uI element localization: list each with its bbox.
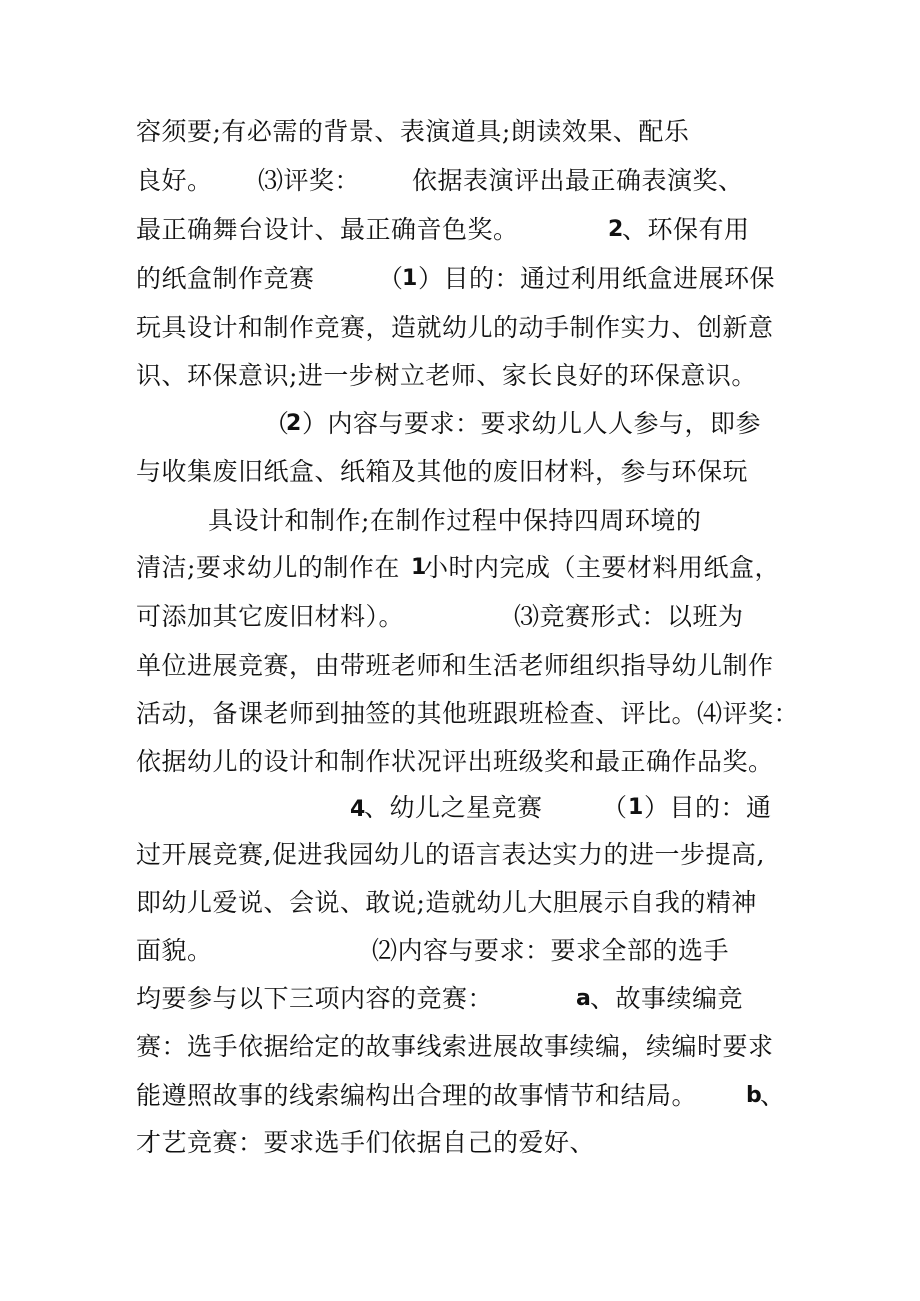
text-line <box>350 793 772 823</box>
text-run: 可添加其它废旧材料）。 <box>136 602 405 631</box>
text-run: 识、环保意识;进一步树立老师、家长良好的环保意识。 <box>136 361 757 390</box>
text-run: 的纸盒制作竞赛 <box>136 264 315 293</box>
text-line <box>136 361 757 391</box>
text-run: 具设计和制作;在制作过程中保持四周环境的 <box>208 506 702 535</box>
text-run: 赛：选手依据给定的故事线索进展故事续编，续编时要求 <box>136 1032 774 1061</box>
text-run: 活动，备课老师到抽签的其他班跟班检查、评比。⑷评奖： <box>136 699 800 728</box>
text-line <box>136 553 781 583</box>
text-line <box>136 747 774 777</box>
item-number: 1 <box>628 795 644 820</box>
text-run: 、环保有用 <box>622 215 750 244</box>
text-run: 良好。 <box>136 166 213 195</box>
item-number: 2 <box>286 411 302 436</box>
text-run: 能遵照故事的线索编构出合理的故事情节和结局。 <box>136 1081 698 1110</box>
text-line <box>136 457 748 487</box>
text-line <box>136 166 744 196</box>
text-run: 均要参与以下三项内容的竞赛： <box>136 984 494 1013</box>
text-run: 依据表演评出最正确表演奖、 <box>412 166 744 195</box>
text-line <box>136 313 774 343</box>
text-run: 小时内完成（主要材料用纸盒， <box>423 553 781 582</box>
text-run: ）目的：通过利用纸盒进展环保 <box>418 264 776 293</box>
text-run: （ <box>378 264 404 293</box>
text-run: 依据幼儿的设计和制作状况评出班级奖和最正确作品奖。 <box>136 747 774 776</box>
text-run: 、幼儿之星竞赛 <box>364 793 543 822</box>
text-run: 即幼儿爱说、会说、敢说;造就幼儿大胆展示自我的精神 <box>136 888 757 917</box>
text-line <box>136 1081 786 1111</box>
text-run: ）目的：通 <box>644 793 772 822</box>
section-number: 2 <box>608 217 624 242</box>
text-line <box>264 409 762 439</box>
section-number: 4 <box>350 797 366 822</box>
text-line <box>136 215 750 245</box>
text-line <box>136 264 776 294</box>
text-line <box>136 888 757 918</box>
text-run: ⑶竞赛形式：以班为 <box>514 602 744 631</box>
item-number: 1 <box>402 266 418 291</box>
text-line <box>136 1032 774 1062</box>
text-line <box>136 602 744 632</box>
text-run: 玩具设计和制作竞赛，造就幼儿的动手制作实力、创新意 <box>136 313 774 342</box>
text-run: ⑶评奖： <box>258 166 361 195</box>
text-line <box>208 506 701 536</box>
item-letter: a <box>576 986 592 1011</box>
text-line <box>136 651 774 681</box>
text-run: （ <box>602 793 628 822</box>
text-line <box>136 699 799 729</box>
text-run: 、故事续编竞 <box>590 984 744 1013</box>
item-letter: b <box>746 1083 763 1108</box>
text-line <box>136 840 765 870</box>
text-line <box>136 984 744 1014</box>
text-run: 面貌。 <box>136 936 213 965</box>
number-text: 1 <box>411 555 427 580</box>
text-run: ）内容与要求：要求幼儿人人参与，即参 <box>302 409 762 438</box>
text-run: 才艺竞赛：要求选手们依据自己的爱好、 <box>136 1128 596 1157</box>
text-run: 最正确舞台设计、最正确音色奖。 <box>136 215 519 244</box>
text-line <box>136 1128 595 1158</box>
text-run: 清洁;要求幼儿的制作在 <box>136 553 400 582</box>
text-run: （ <box>264 409 290 438</box>
text-line <box>136 936 730 966</box>
text-line <box>136 117 689 147</box>
text-run: 容须要;有必需的背景、表演道具;朗读效果、配乐 <box>136 117 690 146</box>
text-run: 单位进展竞赛，由带班老师和生活老师组织指导幼儿制作 <box>136 651 774 680</box>
text-run: 、 <box>760 1081 786 1110</box>
text-run: ⑵内容与要求：要求全部的选手 <box>372 936 730 965</box>
text-run: 过开展竞赛,促进我园幼儿的语言表达实力的进一步提高, <box>136 840 765 869</box>
text-run: 与收集废旧纸盒、纸箱及其他的废旧材料，参与环保玩 <box>136 457 749 486</box>
